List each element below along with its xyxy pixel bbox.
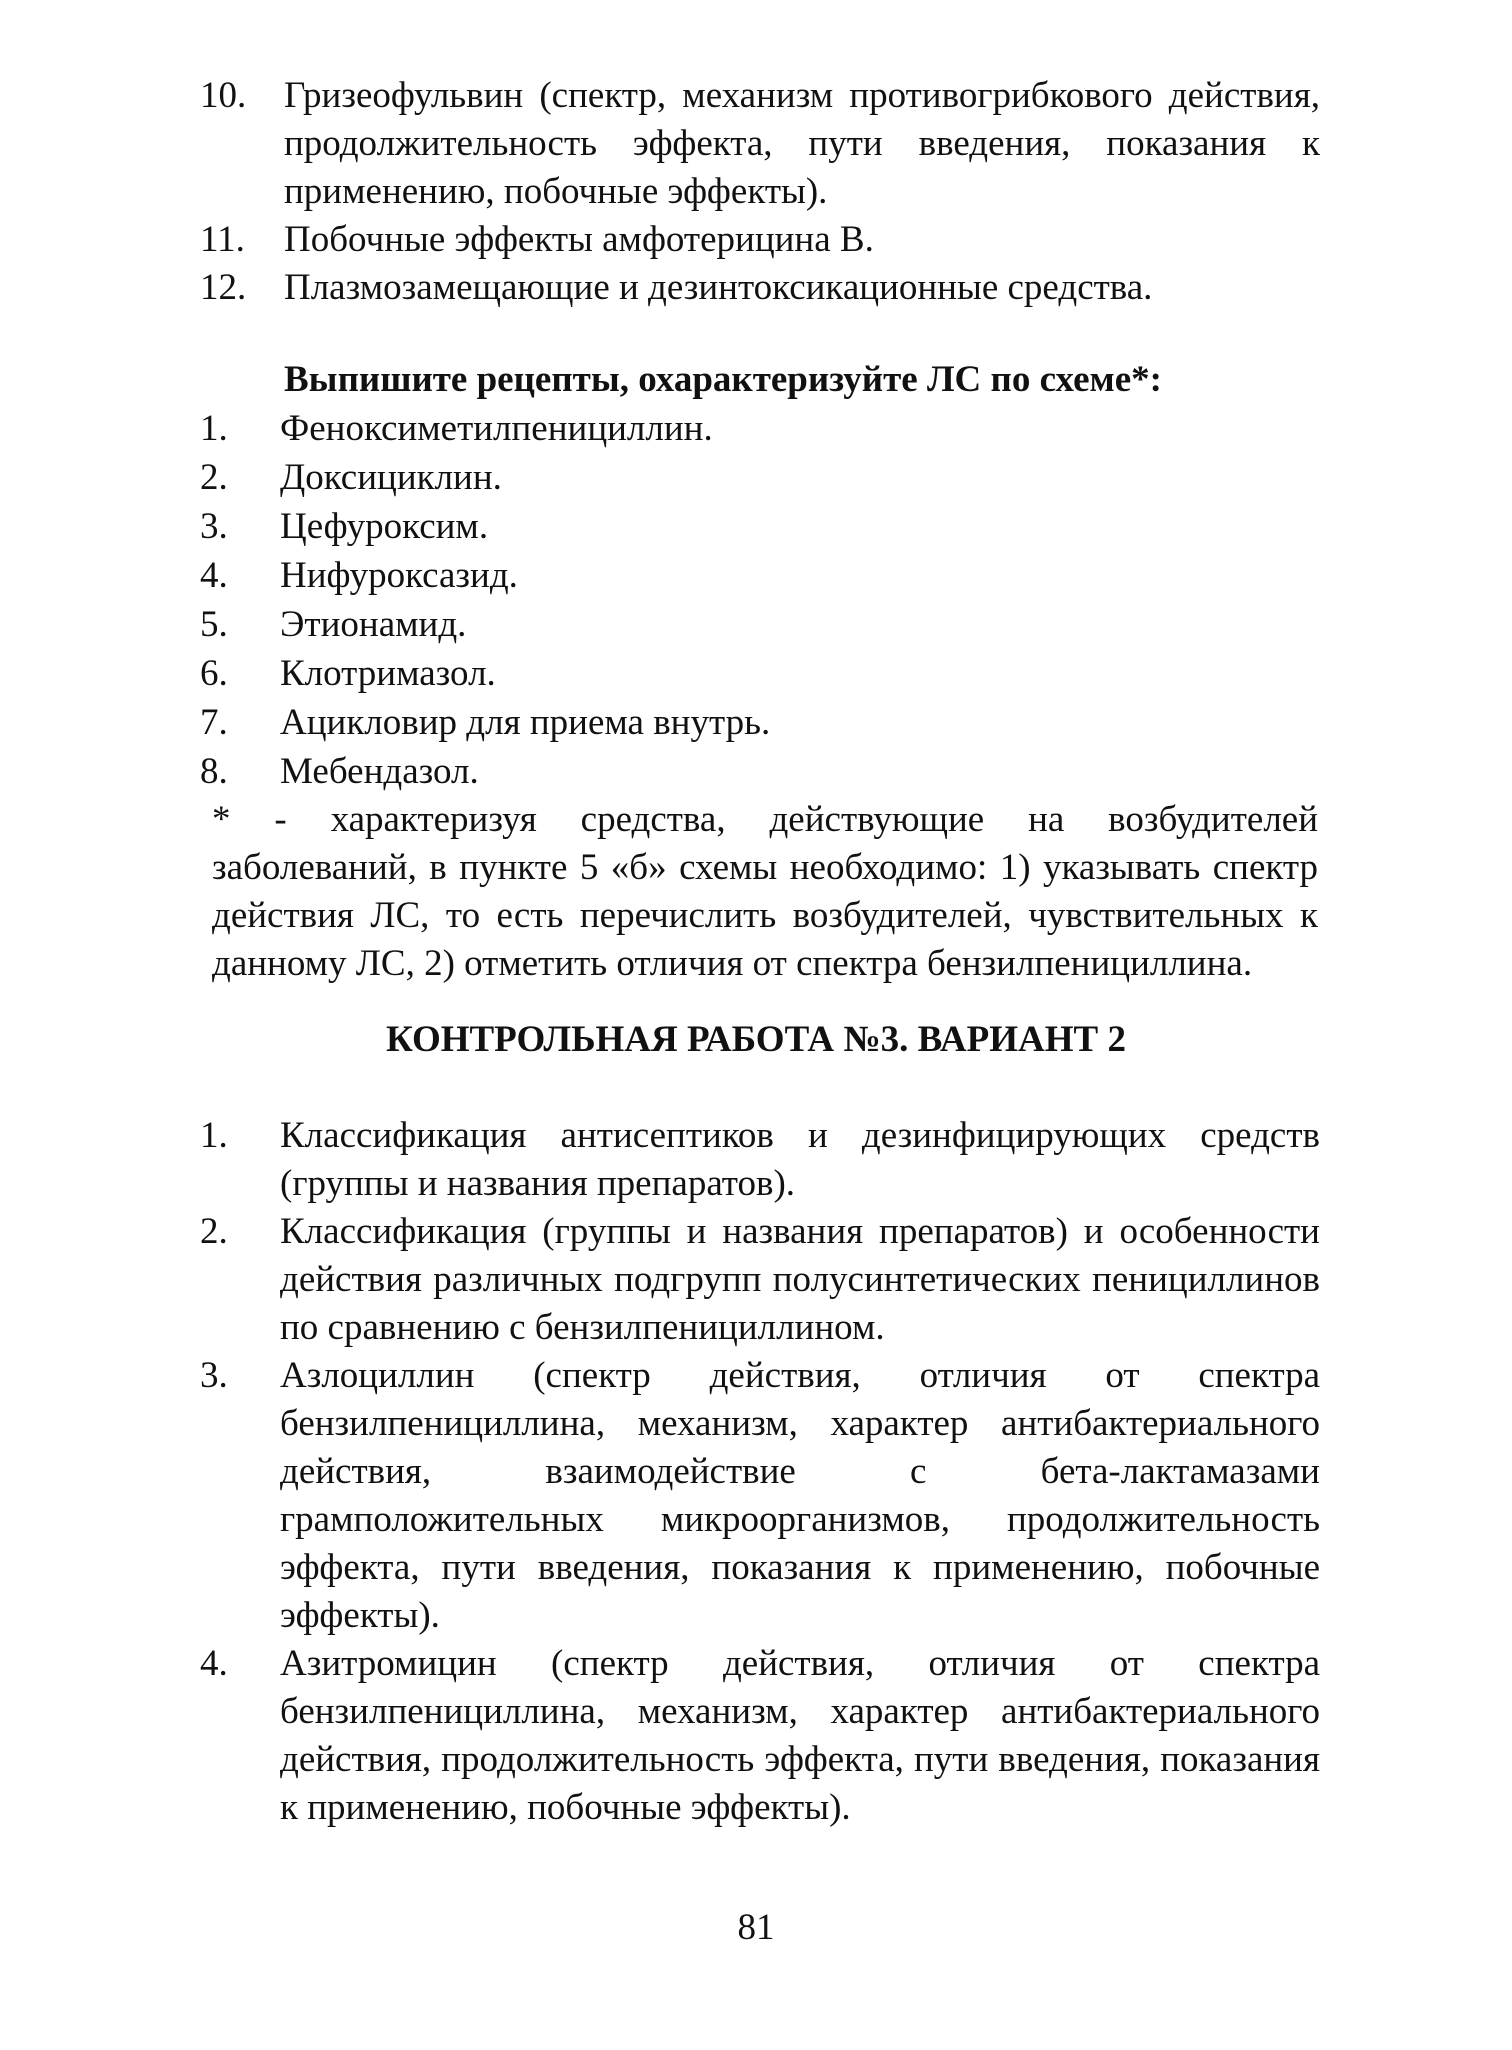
list-item	[200, 600, 1320, 649]
page-number: 81	[737, 1907, 775, 1948]
list-item	[200, 747, 1320, 796]
section-title: КОНТРОЛЬНАЯ РАБОТА №3. ВАРИАНТ 2	[386, 1019, 1126, 1060]
item-text: Мебендазол.	[280, 751, 479, 792]
item-text: Доксициклин.	[280, 457, 502, 498]
list-item	[200, 216, 1320, 264]
list-item	[200, 1208, 1320, 1352]
item-text: Побочные эффекты амфотерицина В.	[284, 219, 874, 260]
item-text: Клотримазол.	[280, 653, 496, 694]
item-text: Ацикловир для приема внутрь.	[280, 702, 771, 743]
item-number: 12.	[200, 267, 247, 308]
assignment-question-list	[200, 1112, 1320, 1832]
item-text: Азлоциллин (спектр действия, отличия от спектра бензилпенициллина, механизм, характер антибактериального действия, взаимодействие с бета-лактамазами грамположительных микроорганизмов, продолжительность эффекта, пути введения, показания к применению, побочные эффекты).	[280, 1355, 1320, 1636]
item-text: Этионамид.	[280, 604, 467, 645]
item-number: 2.	[200, 1211, 228, 1252]
list-item	[200, 1640, 1320, 1832]
item-number: 6.	[200, 653, 228, 694]
item-number: 11.	[200, 219, 245, 260]
item-text: Нифуроксазид.	[280, 555, 518, 596]
item-number: 3.	[200, 506, 228, 547]
list-item	[200, 698, 1320, 747]
list-item	[200, 502, 1320, 551]
item-text: Плазмозамещающие и дезинтоксикационные средства.	[284, 267, 1153, 308]
list-item	[200, 453, 1320, 502]
item-text: Феноксиметилпенициллин.	[280, 408, 713, 449]
item-text: Гризеофульвин (спектр, механизм противогрибкового действия, продолжительность эффекта, пути введения, показания к применению, побочные эффекты).	[284, 75, 1320, 212]
item-text: Классификация (группы и названия препаратов) и особенности действия различных подгрупп полусинтетических пенициллинов по сравнению с бензилпенициллином.	[280, 1211, 1320, 1348]
footnote: * - характеризуя средства, действующие на возбудителей заболеваний, в пункте 5 «б» схемы необходимо: 1) указывать спектр действия ЛС, то есть перечислить возбудителей, чувствительных к данному ЛС, 2) отметить отличия от спектра бензилпенициллина.	[212, 799, 1318, 984]
item-text: Цефуроксим.	[280, 506, 489, 547]
item-number: 8.	[200, 751, 228, 792]
item-number: 3.	[200, 1355, 228, 1396]
list-item	[200, 551, 1320, 600]
list-item	[200, 1112, 1320, 1208]
prescription-heading: Выпишите рецепты, охарактеризуйте ЛС по схеме*:	[284, 359, 1162, 400]
item-text: Классификация антисептиков и дезинфицирующих средств (группы и названия препаратов).	[280, 1115, 1320, 1204]
item-number: 4.	[200, 1643, 228, 1684]
list-item	[200, 1352, 1320, 1640]
list-item	[200, 404, 1320, 453]
list-item	[200, 649, 1320, 698]
item-number: 10.	[200, 75, 247, 116]
item-number: 1.	[200, 408, 228, 449]
item-number: 1.	[200, 1115, 228, 1156]
item-number: 4.	[200, 555, 228, 596]
item-number: 5.	[200, 604, 228, 645]
list-item	[200, 264, 1320, 312]
item-text: Азитромицин (спектр действия, отличия от спектра бензилпенициллина, механизм, характер антибактериального действия, продолжительность эффекта, пути введения, показания к применению, побочные эффекты).	[280, 1643, 1320, 1828]
list-item	[200, 72, 1320, 216]
prescription-list	[200, 404, 1320, 796]
item-number: 2.	[200, 457, 228, 498]
question-list-continued	[200, 72, 1320, 312]
item-number: 7.	[200, 702, 228, 743]
